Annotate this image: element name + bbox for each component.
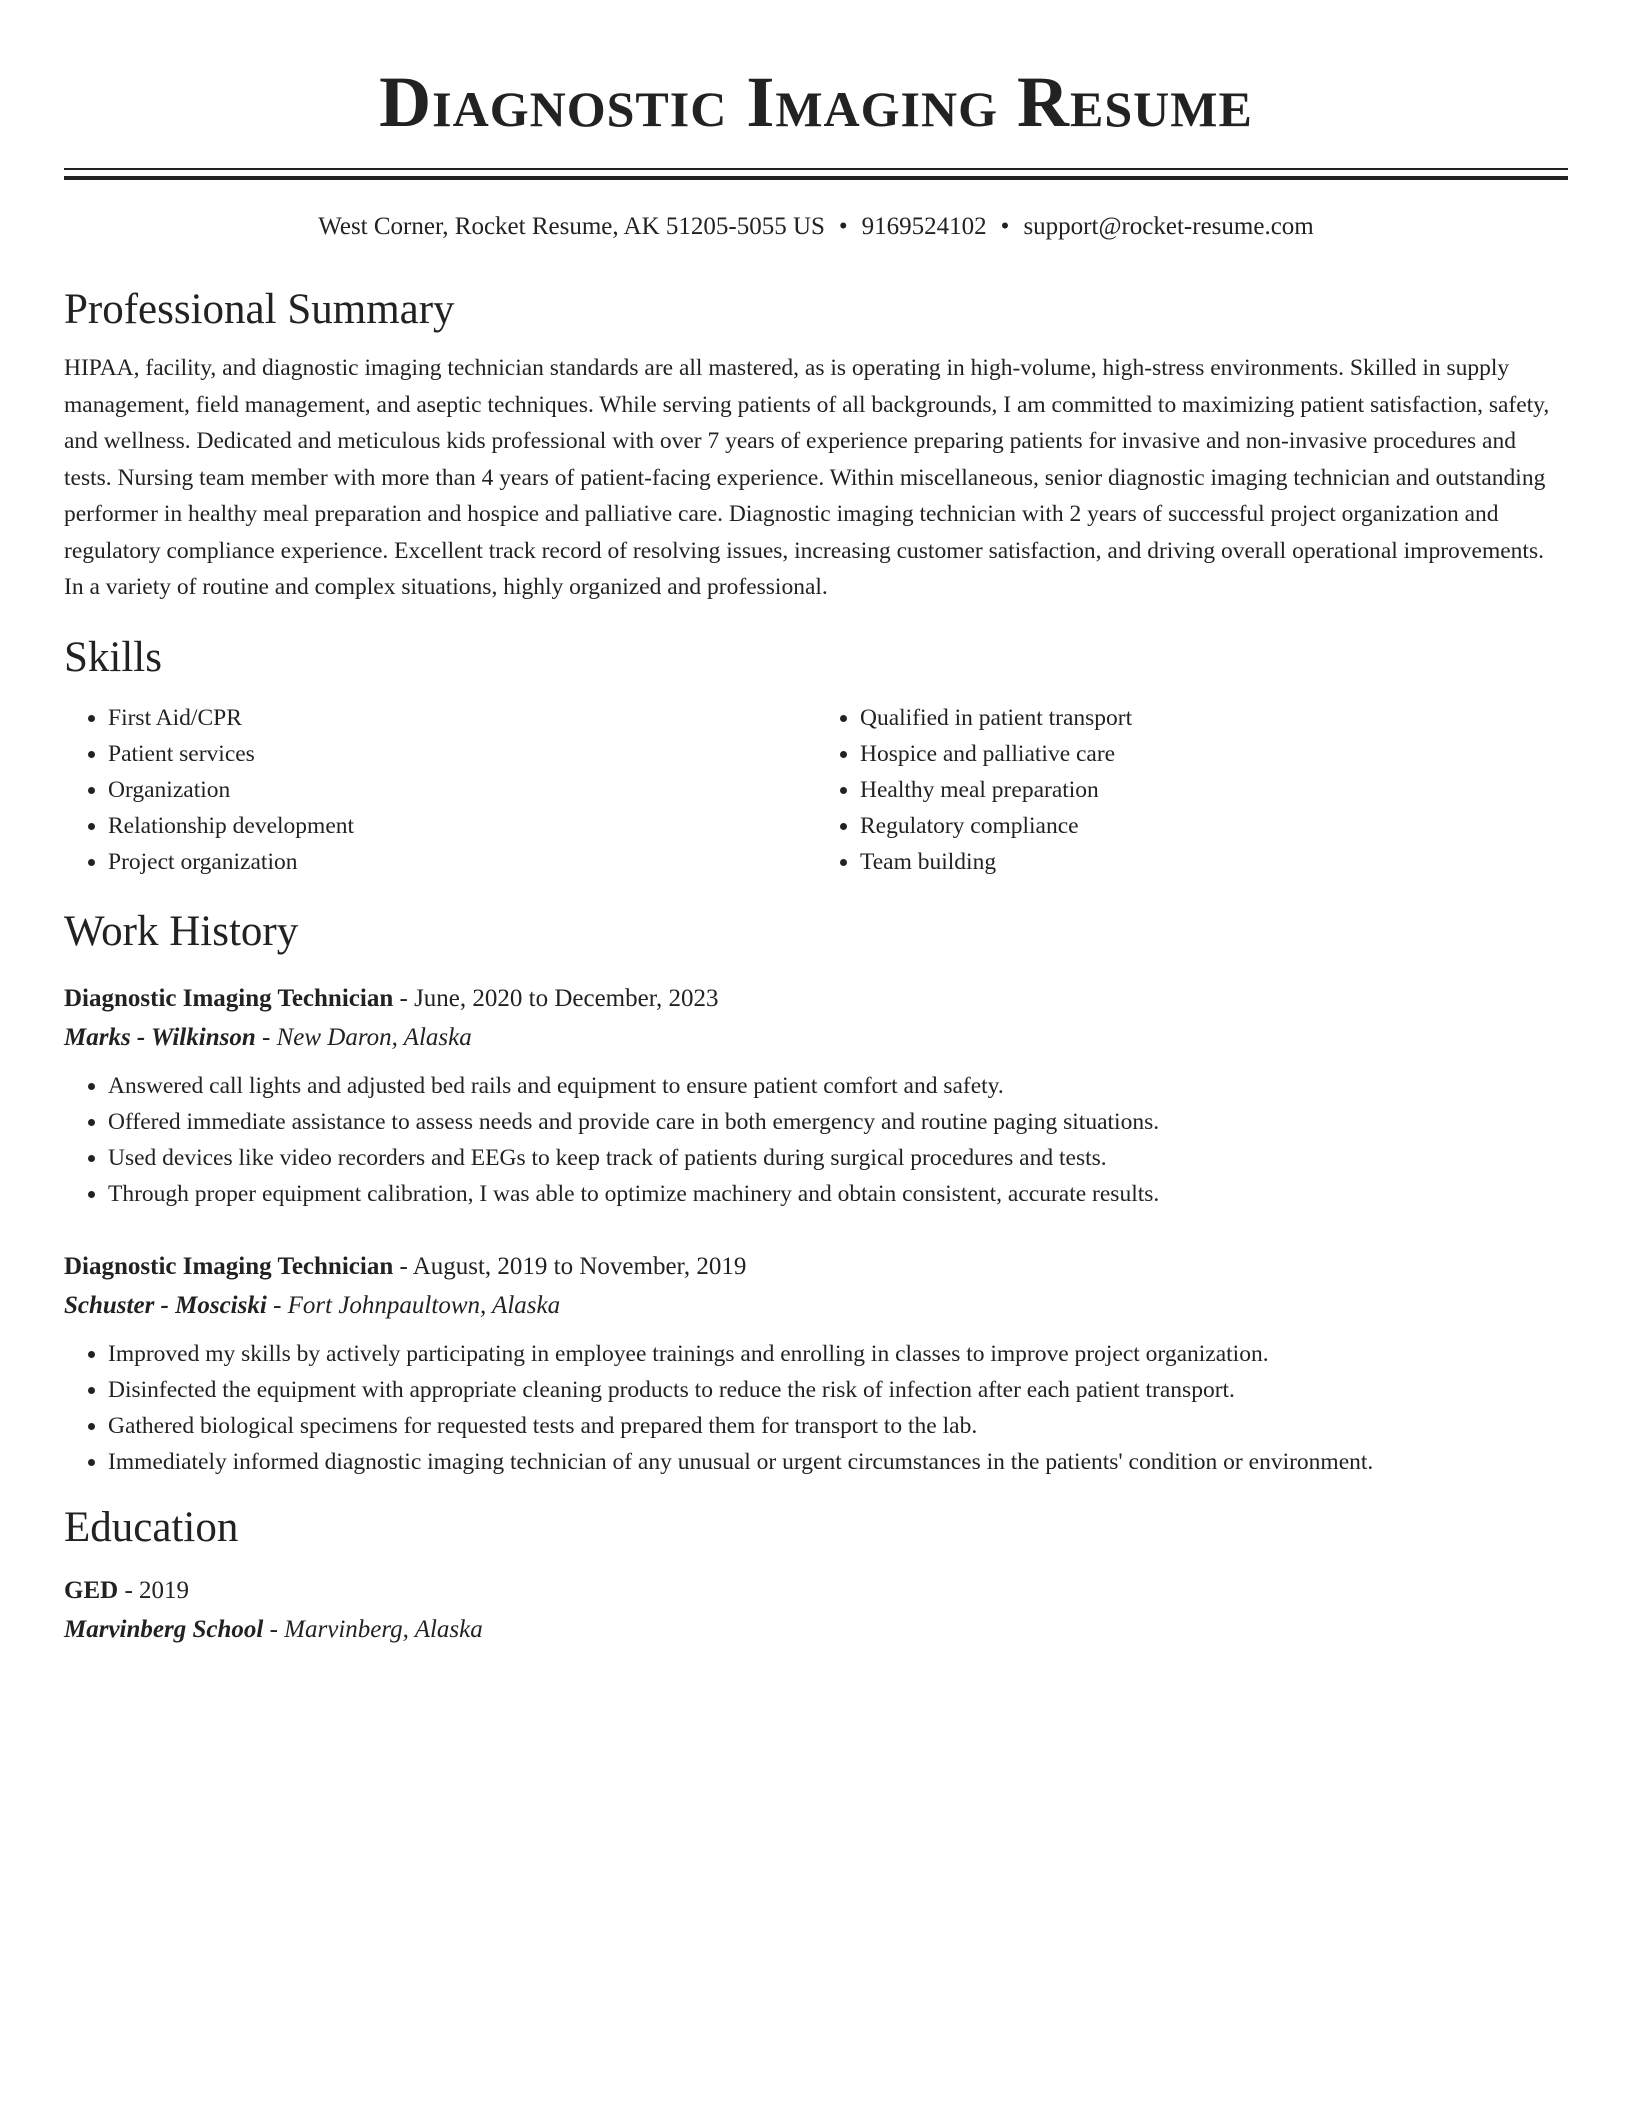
resume-page xyxy=(64,0,1568,1650)
job-company: Marks - Wilkinson xyxy=(64,1023,256,1051)
job-title-line: Diagnostic Imaging Technician - August, 2019 to November, 2019 xyxy=(64,1252,747,1280)
job-company-line: Schuster - Mosciski - Fort Johnpaultown, Alaska xyxy=(64,1291,561,1319)
skill-item: • Patient services xyxy=(108,736,816,772)
education-year: 2019 xyxy=(139,1576,190,1604)
skill-item: • Healthy meal preparation xyxy=(860,772,1568,808)
skill-item: • Project organization xyxy=(108,844,816,880)
skill-item: • Hospice and palliative care xyxy=(860,736,1568,772)
education-section xyxy=(64,1502,1568,1650)
title-divider-thick xyxy=(64,176,1568,180)
contact-separator: • xyxy=(1000,213,1010,240)
skills-columns xyxy=(64,700,1568,880)
job-dates: June, 2020 to December, 2023 xyxy=(414,984,719,1012)
section-heading-summary: Professional Summary xyxy=(64,286,455,333)
job-bullet: • Disinfected the equipment with appropriate cleaning products to reduce the risk of infection after each patient transport. xyxy=(108,1372,1568,1408)
section-heading-work: Work History xyxy=(64,907,299,955)
professional-summary-section xyxy=(64,284,1568,606)
job-title: Diagnostic Imaging Technician xyxy=(64,1252,394,1280)
job-entry xyxy=(64,980,1568,1212)
job-title-line: Diagnostic Imaging Technician - June, 2020 to December, 2023 xyxy=(64,984,719,1012)
education-entry xyxy=(64,1572,1568,1650)
job-location: Fort Johnpaultown, Alaska xyxy=(287,1291,561,1319)
job-location: New Daron, Alaska xyxy=(276,1023,472,1051)
contact-line xyxy=(64,210,1568,244)
contact-address: West Corner, Rocket Resume, AK 51205-5055 US xyxy=(318,213,825,240)
job-bullets xyxy=(64,1068,1568,1212)
contact-phone: 9169524102 xyxy=(861,213,987,240)
job-bullet: • Immediately informed diagnostic imaging technician of any unusual or urgent circumstances in the patients' condition or environment. xyxy=(108,1444,1568,1480)
summary-text: HIPAA, facility, and diagnostic imaging technician standards are all mastered, as is operating in high-volume, high-stress environments. Skilled in supply management, field management, and aseptic techniques. While serving patients of all backgrounds, I am committed to maximizing patient satisfaction, safety, and wellness. Dedicated and meticulous kids professional with over 7 years of experience preparing patients for invasive and non-invasive procedures and tests. Nursing team member with more than 4 years of patient-facing experience. Within miscellaneous, senior diagnostic imaging technician and outstanding performer in healthy meal preparation and hospice and palliative care. Diagnostic imaging technician with 2 years of successful project organization and regulatory compliance experience. Excellent track record of resolving issues, increasing customer satisfaction, and driving overall operational improvements. In a variety of routine and complex situations, highly organized and professional. xyxy=(64,355,1550,600)
job-bullet: • Offered immediate assistance to assess needs and provide care in both emergency and routine paging situations. xyxy=(108,1104,1568,1140)
education-school: Marvinberg School xyxy=(64,1615,264,1643)
title-divider-thin xyxy=(64,168,1568,170)
skill-item: • Regulatory compliance xyxy=(860,808,1568,844)
job-dates: August, 2019 to November, 2019 xyxy=(412,1252,747,1280)
job-company-line: Marks - Wilkinson - New Daron, Alaska xyxy=(64,1023,472,1051)
job-bullet: • Improved my skills by actively participating in employee trainings and enrolling in classes to improve project organization. xyxy=(108,1336,1568,1372)
skill-item: • First Aid/CPR xyxy=(108,700,816,736)
job-company: Schuster - Mosciski xyxy=(64,1291,267,1319)
job-title: Diagnostic Imaging Technician xyxy=(64,984,394,1012)
education-degree-line: GED - 2019 xyxy=(64,1576,190,1604)
skill-item: • Relationship development xyxy=(108,808,816,844)
resume-title: Diagnostic Imaging Resume xyxy=(379,62,1253,142)
job-bullet: • Used devices like video recorders and EEGs to keep track of patients during surgical procedures and tests. xyxy=(108,1140,1568,1176)
job-bullets xyxy=(64,1336,1568,1480)
job-bullet: • Answered call lights and adjusted bed rails and equipment to ensure patient comfort and safety. xyxy=(108,1068,1568,1104)
skill-item: • Organization xyxy=(108,772,816,808)
education-school-line: Marvinberg School - Marvinberg, Alaska xyxy=(64,1615,483,1643)
section-heading-education: Education xyxy=(64,1503,239,1551)
skill-item: • Qualified in patient transport xyxy=(860,700,1568,736)
contact-separator: • xyxy=(838,213,848,240)
work-history-section xyxy=(64,906,1568,1480)
skills-section xyxy=(64,632,1568,880)
skills-list-left xyxy=(64,700,816,880)
skill-item: • Team building xyxy=(860,844,1568,880)
section-heading-skills: Skills xyxy=(64,633,162,681)
education-degree: GED xyxy=(64,1576,119,1604)
skills-list-right xyxy=(816,700,1568,880)
job-bullet: • Through proper equipment calibration, I was able to optimize machinery and obtain consistent, accurate results. xyxy=(108,1176,1568,1212)
job-bullet: • Gathered biological specimens for requested tests and prepared them for transport to the lab. xyxy=(108,1408,1568,1444)
education-location: Marvinberg, Alaska xyxy=(284,1615,483,1643)
job-entry xyxy=(64,1248,1568,1480)
contact-email: support@rocket-resume.com xyxy=(1023,213,1314,240)
